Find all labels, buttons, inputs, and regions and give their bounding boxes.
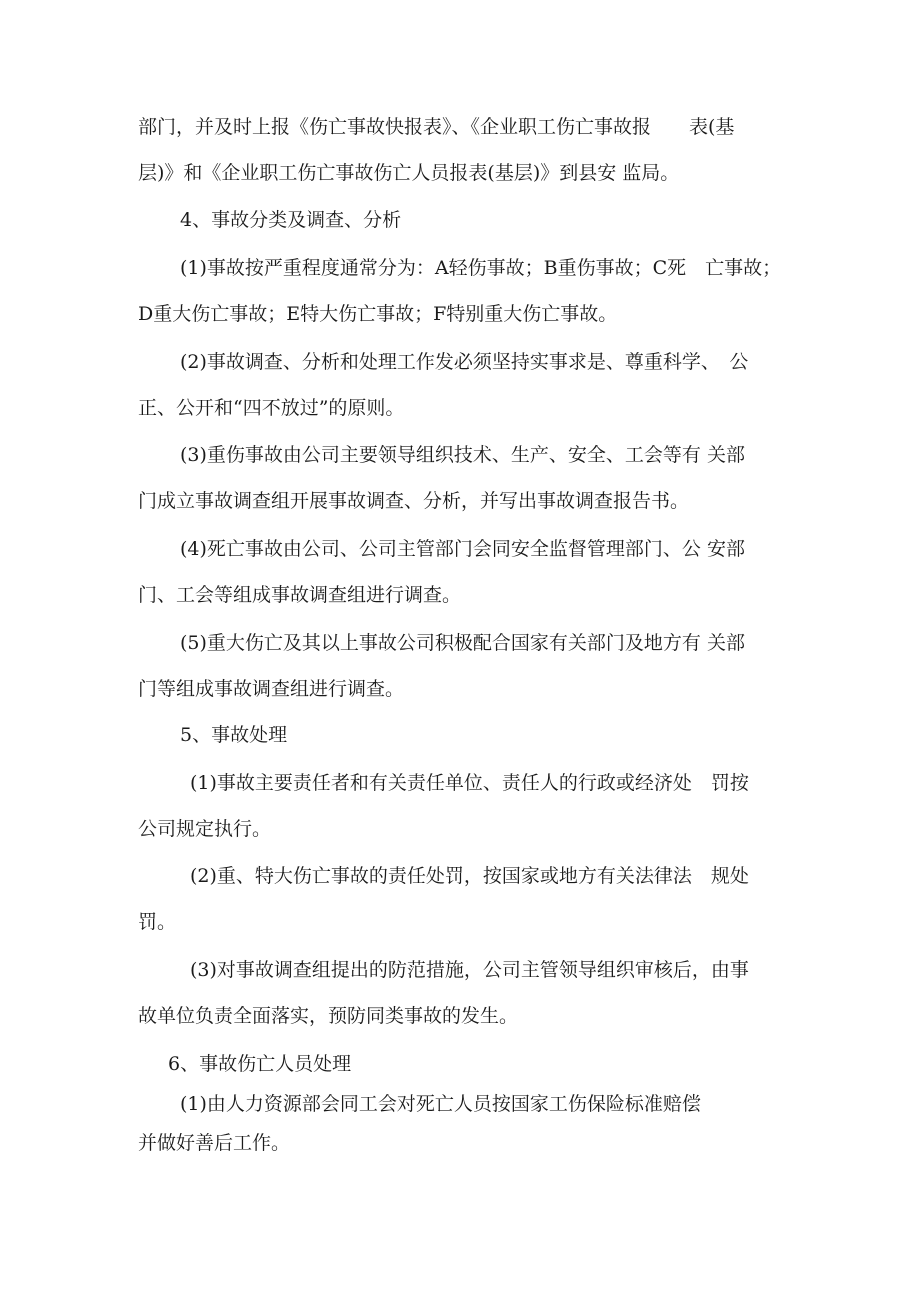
text-line: D重大伤亡事故；E特大伤亡事故；F特别重大伤亡事故。: [138, 303, 618, 325]
text-line: 门等组成事故调查组进行调查。: [138, 678, 405, 700]
text-line: 并做好善后工作。: [138, 1132, 291, 1154]
text-line: (5)重大伤亡及其以上事故公司积极配合国家有关部门及地方有 关部: [180, 632, 745, 654]
text-line: (3)对事故调查组提出的防范措施，公司主管领导组织审核后，由事: [190, 959, 749, 981]
section-heading: 6、事故伤亡人员处理: [168, 1053, 352, 1075]
section-heading: 4、事故分类及调查、分析: [180, 209, 402, 231]
text-line: (2)重、特大伤亡事故的责任处罚，按国家或地方有关法律法 规处: [190, 865, 749, 887]
text-line: 门成立事故调查组开展事故调查、分析，并写出事故调查报告书。: [138, 490, 690, 512]
text-line: 门、工会等组成事故调查组进行调查。: [138, 584, 462, 606]
text-line: (1)事故按严重程度通常分为：A轻伤事故；B重伤事故；C死 亡事故；: [180, 257, 782, 279]
text-line: (1)事故主要责任者和有关责任单位、责任人的行政或经济处 罚按: [190, 772, 749, 794]
text-line: 正、公开和“四不放过”的原则。: [138, 397, 405, 419]
section-heading: 5、事故处理: [180, 724, 288, 746]
text-line: 故单位负责全面落实，预防同类事故的发生。: [138, 1005, 519, 1027]
text-line: 层)》和《企业职工伤亡事故伤亡人员报表(基层)》到县安 监局。: [138, 162, 680, 184]
text-line: 公司规定执行。: [138, 818, 272, 840]
text-line: (2)事故调查、分析和处理工作发必须坚持实事求是、尊重科学、 公: [180, 351, 749, 373]
text-line: (3)重伤事故由公司主要领导组织技术、生产、安全、工会等有 关部: [180, 444, 745, 466]
text-line: 部门，并及时上报《伤亡事故快报表》、《企业职工伤亡事故报 表(基: [138, 116, 735, 138]
text-line: (4)死亡事故由公司、公司主管部门会同安全监督管理部门、公 安部: [180, 538, 745, 560]
text-line: (1)由人力资源部会同工会对死亡人员按国家工伤保险标准赔偿: [180, 1093, 701, 1115]
text-line: 罚。: [138, 911, 177, 933]
